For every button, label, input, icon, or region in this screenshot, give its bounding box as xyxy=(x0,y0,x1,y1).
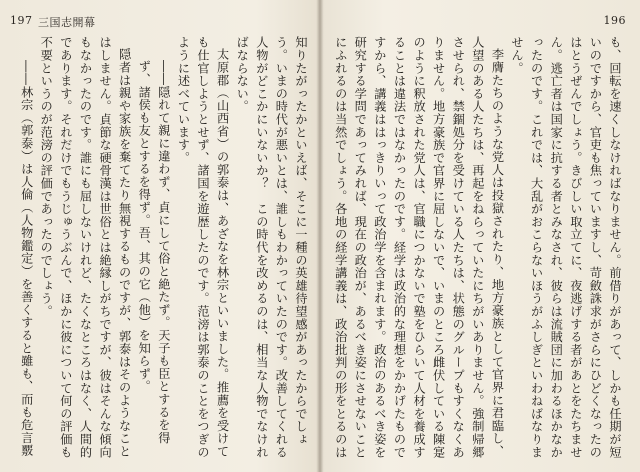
right-page-number: 196 xyxy=(603,14,626,27)
book-gutter xyxy=(316,0,324,472)
left-quote-1: ――隠れて親に違わず、貞にして俗と絶たず。天子も臣とするを得ず、諸侯も友とするを得ず。吾、其の它（他）を知らず。 xyxy=(137,60,171,445)
right-paragraph-2: 李膺たちのような党人は投獄されたり、地方豪族として官界に君臨し、人望のある人たちは、再起をねらっていたにちがいありません。強制帰郷させられ、禁錮処分を受けている人たちは、状態のグループもすくなくありません。地方豪族で官界に屈しないで、いまのところ雌伏している陳寔のように釈放された党人は、官職につかないで塾をひらいて人材を養成することは違法ではなかったのです。経学は政治的な理想をかかげたものですから、講義ははっきりいって政治学を含まれます。政治のあるべき姿を研究する学問であってみれば、現在の政治が、あるべき姿にさせないことにふれるのは当然でしょう。各地の経学講義は、政治批判の形をとるのは xyxy=(333,36,505,459)
left-paragraph-2: 太原郡（山西省）の郭泰は、あざなを林宗といいました。推薦を受けても仕官しようとせず、諸国を遊歴したのです。范滂は郭泰のことをつぎのように述べています。 xyxy=(176,36,230,459)
left-paragraph-1: 知りたがったかといえば、そこに一種の英雄待望感があったからでしょう。いまの時代が悪いとは、誰しもわかっていたのです。改善してくれる人物がどこかにいないか？ この時代を改めるのは、相当な人物でなければならない。 xyxy=(235,36,308,459)
left-paragraph-3: 隠者は親や家族を棄てたり無視するものですが、郭泰はそのようなことはしません。貞節な硬骨漢は世俗とは絶縁しがちですが、彼はそんな傾向もなかったのです。誰にも屈しないけれど、たくなところはなく、人間的であります。それだけでもうじゅうぶんで、ほかに彼について何の評価も不要というのが范滂の評価であったのでしょう。 xyxy=(39,36,132,459)
left-page-number: 197 xyxy=(10,14,33,27)
left-page-text xyxy=(14,36,310,460)
left-quote-2: ――林宗（郭泰）は人倫（人物鑑定）を善くすると雖も、而も危言覈 xyxy=(19,60,34,458)
right-page-text xyxy=(328,36,624,460)
right-paragraph-1: も、回転を速くしなければなりません。前借りがあって、しかも任期が短いのですから、官吏も焦っていますし、苛斂誅求がさらにひどくなったのはとうぜんでしょう。きびしい取立てに、夜逃げする者があとをたちません。逃亡者は国家に抗する者とみなされ、彼らは流賊団に加わるほかなかったのです。これでは、大乱がおこらないほうがふしぎといわねばなりません。 xyxy=(510,36,622,459)
running-title: 三国志開幕 xyxy=(38,16,96,29)
